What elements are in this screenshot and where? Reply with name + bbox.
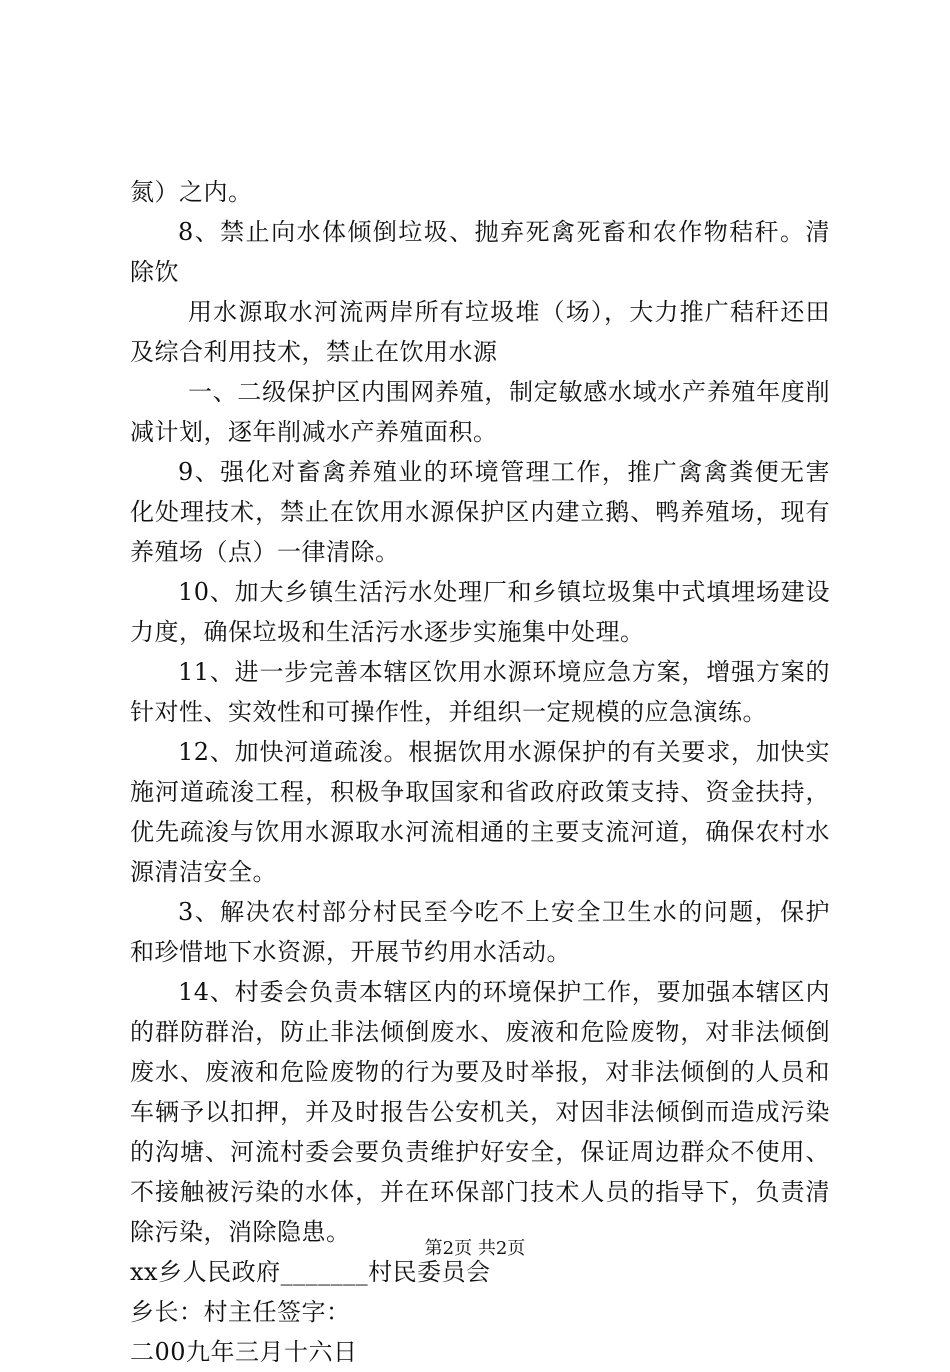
signature-date: 二00九年三月十六日: [130, 1338, 358, 1366]
paragraph-item-11: 11、进一步完善本辖区饮用水源环境应急方案，增强方案的针对性、实效性和可操作性，并组织一定规模的应急演练。: [130, 658, 830, 726]
document-body: [130, 172, 830, 1372]
signature-organizations: xx乡人民政府_______村民委员会: [130, 1258, 491, 1286]
paragraph-continuation: 氮）之内。: [130, 178, 253, 206]
paragraph-item-12: 12、加快河道疏浚。根据饮用水源保护的有关要求，加快实施河道疏浚工程，积极争取国家和省政府政策支持、资金扶持，优先疏浚与饮用水源取水河流相通的主要支流河道，确保农村水源清洁安全。: [130, 738, 830, 886]
paragraph-item-8-continued-2: 一、二级保护区内围网养殖，制定敏感水域水产养殖年度削减计划，逐年削减水产养殖面积。: [130, 378, 830, 446]
paragraph-item-14: 14、村委会负责本辖区内的环境保护工作，要加强本辖区内的群防群治，防止非法倾倒废水、废液和危险废物，对非法倾倒废水、废液和危险废物的行为要及时举报，对非法倾倒的人员和车辆予以扣押，并及时报告公安机关，对因非法倾倒而造成污染的沟塘、河流村委会要负责维护好安全，保证周边群众不使用、不接触被污染的水体，并在环保部门技术人员的指导下，负责清除污染，消除隐患。: [130, 978, 830, 1246]
paragraph-item-10: 10、加大乡镇生活污水处理厂和乡镇垃圾集中式填埋场建设力度，确保垃圾和生活污水逐步实施集中处理。: [130, 578, 830, 646]
signature-officials: 乡长：村主任签字：: [130, 1298, 351, 1326]
paragraph-item-8: 8、禁止向水体倾倒垃圾、抛弃死禽死畜和农作物秸秆。清除饮: [130, 218, 830, 286]
paragraph-item-8-continued: 用水源取水河流两岸所有垃圾堆（场），大力推广秸秆还田及综合利用技术，禁止在饮用水源: [130, 298, 830, 366]
page-number-footer: 第2页 共2页: [424, 1238, 526, 1259]
paragraph-item-9: 9、强化对畜禽养殖业的环境管理工作，推广禽禽粪便无害化处理技术，禁止在饮用水源保护区内建立鹅、鸭养殖场，现有养殖场（点）一律清除。: [130, 458, 830, 566]
paragraph-item-13: 3、解决农村部分村民至今吃不上安全卫生水的问题，保护和珍惜地下水资源，开展节约用水活动。: [130, 898, 830, 966]
